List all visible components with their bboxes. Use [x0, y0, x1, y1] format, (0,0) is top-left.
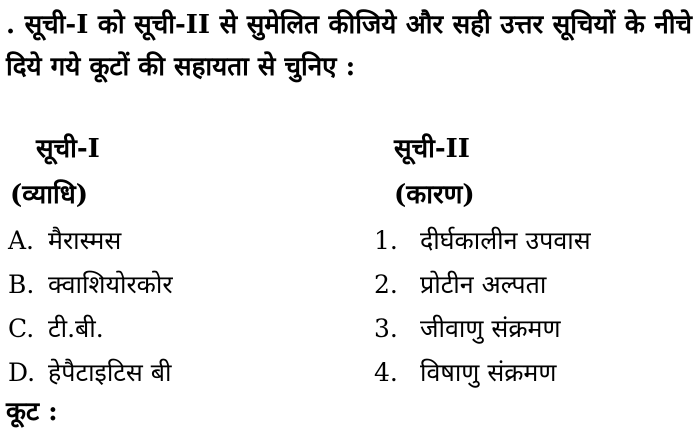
list2-item — [374, 356, 556, 390]
list2-item-label: 2. — [374, 270, 398, 299]
list1-item-text: टी.बी. — [48, 314, 104, 343]
list1-item — [8, 356, 172, 390]
list1-title: सूची-I — [36, 134, 100, 164]
list2-item-label: 4. — [374, 358, 398, 387]
list2-item-text: विषाणु संक्रमण — [420, 358, 557, 387]
list2-subtitle: (कारण) — [394, 180, 475, 210]
list1-item-label: C. — [8, 314, 35, 343]
question-text: . सूची-I को सूची-II से सुमेलित कीजिये और सही उत्तर सूचियों के नीचे दिये गये कूटों की सहायता से चुनिए : — [6, 10, 692, 82]
list1-item — [8, 312, 104, 346]
list2-item — [374, 312, 561, 346]
list1-item — [8, 224, 121, 258]
list1-item-label: D. — [8, 358, 36, 387]
list1-item-label: B. — [8, 270, 35, 299]
list2-item-label: 3. — [374, 314, 398, 343]
list2-item-label: 1. — [374, 226, 398, 255]
list1-item-text: क्वाशियोरकोर — [48, 270, 173, 299]
list2-item — [374, 224, 591, 258]
list2-item-text: प्रोटीन अल्पता — [420, 270, 547, 299]
list1-item-text: हेपैटाइटिस बी — [48, 358, 172, 387]
koot-label: कूट : — [6, 397, 58, 427]
list1-subtitle: (व्याधि) — [10, 180, 89, 210]
list2-item-text: दीर्घकालीन उपवास — [420, 226, 591, 255]
list1-item-text: मैरास्मस — [48, 226, 122, 255]
list2-item — [374, 268, 546, 302]
list1-item — [8, 268, 173, 302]
list2-item-text: जीवाणु संक्रमण — [420, 314, 561, 343]
list2-title: सूची-II — [394, 134, 470, 164]
list1-item-label: A. — [8, 226, 35, 255]
